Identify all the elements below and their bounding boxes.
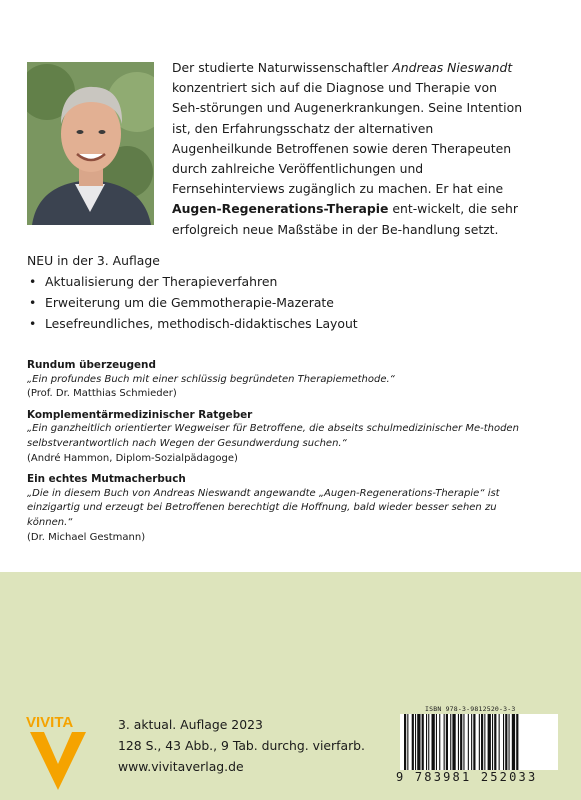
barcode-bar — [516, 714, 518, 770]
barcode-bar — [458, 714, 459, 770]
barcode-bar — [428, 714, 429, 770]
bio-text-3: ent-wickelt, die sehr erfolgreich neue Maßstäbe in der Be-handlung setzt. — [172, 201, 519, 237]
barcode-bar — [509, 714, 510, 770]
barcode-bar — [432, 714, 435, 770]
barcode-bar — [494, 714, 496, 770]
barcode-bar — [492, 714, 493, 770]
barcode-bar — [436, 714, 437, 770]
barcode-bar — [499, 714, 500, 770]
barcode-bar — [473, 714, 475, 770]
review-heading: Rundum überzeugend — [27, 359, 156, 371]
barcode-bar — [417, 714, 420, 770]
list-item: • Lesefreundliches, methodisch-didaktisches Layout — [27, 313, 547, 334]
review-1 — [27, 358, 537, 402]
review-2 — [27, 408, 537, 466]
barcode-bar — [479, 714, 480, 770]
bullet: • — [29, 316, 37, 331]
barcode-bar — [452, 714, 455, 770]
review-source: (Prof. Dr. Matthias Schmieder) — [27, 388, 177, 400]
barcode-bar — [404, 714, 406, 770]
review-quote: „Ein ganzheitlich orientierter Wegweiser für Betroffene, die abseits schulmedizinischer Me-thoden selbstverantwortlich nach Wegen der Gesundwerdung suchen.“ — [27, 423, 519, 449]
barcode-bar — [484, 714, 485, 770]
author-bio — [172, 58, 528, 240]
review-3 — [27, 472, 537, 545]
imprint — [118, 714, 365, 777]
isbn-label: ISBN 978-3-9812520-3-3 — [425, 705, 516, 713]
publisher-logo — [24, 712, 96, 792]
barcode-bar — [407, 714, 408, 770]
barcode-bar — [450, 714, 451, 770]
barcode-bar — [444, 714, 445, 770]
barcode-bar — [426, 714, 427, 770]
logo-text: VIVITA — [26, 714, 74, 731]
barcode-digits: 9 783981 252033 — [396, 770, 538, 784]
barcode-bar — [460, 714, 462, 770]
review-quote: „Die in diesem Buch von Andreas Nieswandt angewandte „Augen-Regenerations-Therapie“ ist einzigartig und erzeugt bei Betroffenen berechtigt die Hoffnung, bald wieder besser sehen zu können.“ — [27, 487, 500, 528]
review-heading: Komplementärmedizinischer Ratgeber — [27, 408, 253, 421]
bio-text-1: Der studierte Naturwissenschaftler — [172, 60, 393, 75]
reviews-section — [27, 358, 537, 551]
list-item: • Erweiterung um die Gemmotherapie-Mazerate — [27, 292, 547, 313]
new-edition-section — [27, 250, 547, 334]
bullet: • — [29, 274, 37, 289]
list-item: • Aktualisierung der Therapieverfahren — [27, 271, 547, 292]
barcode-bar — [415, 714, 416, 770]
barcode-bar — [481, 714, 483, 770]
barcode-bar — [412, 714, 414, 770]
author-photo — [27, 62, 154, 225]
bullet: • — [29, 295, 37, 310]
isbn-barcode — [400, 714, 558, 770]
barcode-bar — [488, 714, 491, 770]
edition-info: 3. aktual. Auflage 2023 — [118, 717, 263, 732]
barcode-bar — [512, 714, 515, 770]
book-details: 128 S., 43 Abb., 9 Tab. durchg. vierfarb. — [118, 738, 365, 753]
barcode-bar — [463, 714, 464, 770]
barcode-bar — [468, 714, 469, 770]
new-edition-heading: NEU in der 3. Auflage — [27, 253, 160, 268]
barcode-bar — [439, 714, 440, 770]
barcode-bar — [503, 714, 504, 770]
review-source: (André Hammon, Diplom-Sozialpädagoge) — [27, 452, 238, 464]
author-name: Andreas Nieswandt — [392, 60, 513, 75]
barcode-bar — [505, 714, 507, 770]
publisher-url: www.vivitaverlag.de — [118, 759, 244, 774]
review-source: (Dr. Michael Gestmann) — [27, 531, 146, 543]
review-quote: „Ein profundes Buch mit einer schlüssig begründeten Therapiemethode.“ — [27, 373, 395, 385]
therapy-name: Augen-Regenerations-Therapie — [172, 201, 389, 217]
barcode-bar — [471, 714, 472, 770]
bio-text-2: konzentriert sich auf die Diagnose und Therapie von Seh-störungen und Augenerkrankungen. Seine Intention ist, den Erfahrungsschatz der alternativen Augenheilkunde Betroffenen sowie deren Therapeuten durch zahlreiche Veröffentlichungen und Fernsehinterviews zugänglich zu machen. Er hat eine — [172, 80, 523, 197]
barcode-bar — [446, 714, 448, 770]
review-heading: Ein echtes Mutmacherbuch — [27, 473, 186, 486]
barcode-bar — [422, 714, 424, 770]
new-edition-list — [27, 271, 547, 334]
